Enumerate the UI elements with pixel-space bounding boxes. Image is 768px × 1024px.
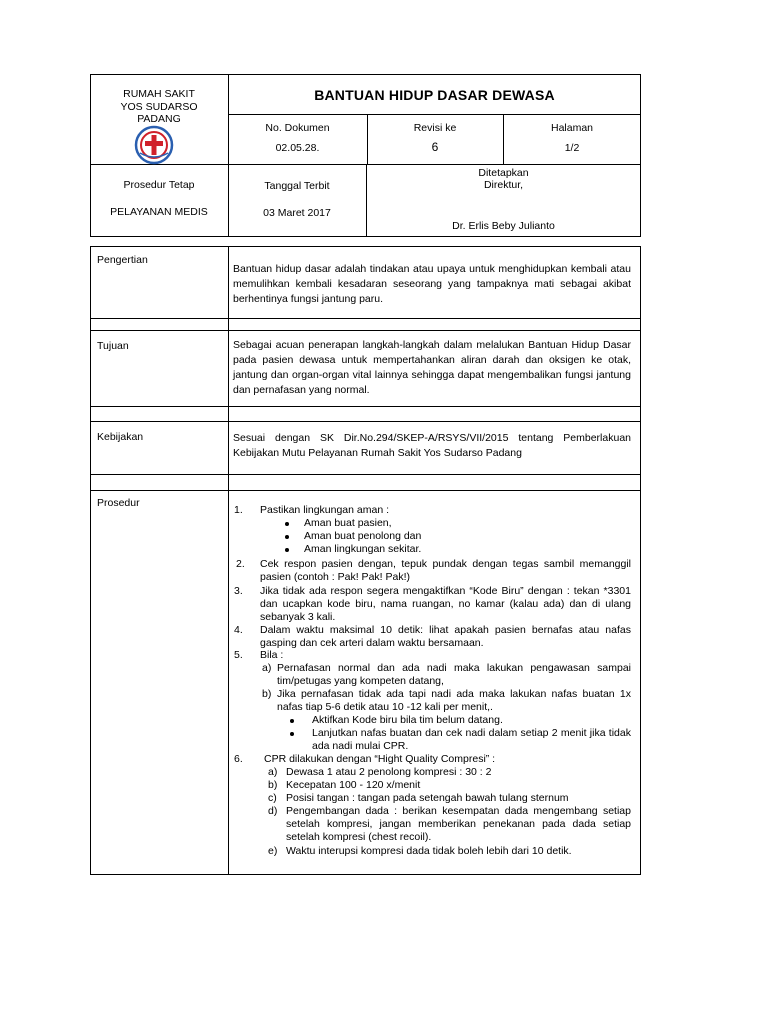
hospital-name-line-2: YOS SUDARSO xyxy=(120,101,198,113)
step-6-text: CPR dilakukan dengan “Hight Quality Compresi” : xyxy=(264,753,496,765)
hospital-name-line-1: RUMAH SAKIT xyxy=(123,88,195,100)
direktur-label: Direktur, xyxy=(483,179,524,191)
step-6e-text: Waktu interupsi kompresi dada tidak boleh lebih dari 10 detik. xyxy=(286,845,572,857)
kebijakan-label: Kebijakan xyxy=(97,431,144,443)
no-dokumen-label: No. Dokumen xyxy=(265,122,330,134)
no-dokumen-value: 02.05.28. xyxy=(275,142,320,154)
step-2-number: 2. xyxy=(236,558,245,570)
step-6c-text: Posisi tangan : tangan pada setengah bawah tulang sternum xyxy=(286,792,569,804)
step-6d-label: d) xyxy=(268,805,278,817)
step-6b-text: Kecepatan 100 - 120 x/menit xyxy=(286,779,421,791)
step-3-text: Jika tidak ada respon segera mengaktifkan “Kode Biru” dengan : tekan *3301 dan ucapkan kode biru, nama ruangan, no kamar (kalau ada) dan di ulang sebanyak 3 kali. xyxy=(260,585,631,623)
tujuan-text: Sebagai acuan penerapan langkah-langkah dalam melalukan Bantuan Hidup Dasar pada pasien dewasa untuk mempertahankan aliran darah dan oksigen ke otak, jantung dan organ-organ vital lainnya sehingga dapat mengembalikan fungsi jantung dan pernafasan yang normal. xyxy=(233,339,631,396)
document-title: BANTUAN HIDUP DASAR DEWASA xyxy=(314,87,555,103)
prosedur-tetap-label: Prosedur Tetap xyxy=(123,179,195,191)
step-5b-bullet-2: Lanjutkan nafas buatan dan cek nadi dalam setiap 2 menit jika tidak ada nadi mulai CPR. xyxy=(312,727,631,752)
step-5b-bullet-1: Aktifkan Kode biru bila tim belum datang. xyxy=(312,714,503,726)
step-1-bullet-1: Aman buat pasien, xyxy=(304,517,392,529)
step-6b-label: b) xyxy=(268,779,278,791)
hospital-name-line-3: PADANG xyxy=(137,113,181,125)
bullet-icon xyxy=(290,719,294,723)
step-5-text: Bila : xyxy=(260,649,284,661)
step-6a-text: Dewasa 1 atau 2 penolong kompresi : 30 : 2 xyxy=(286,766,492,778)
revisi-label: Revisi ke xyxy=(413,122,457,134)
halaman-label: Halaman xyxy=(550,122,594,134)
unit-label: PELAYANAN MEDIS xyxy=(110,206,208,218)
bullet-icon xyxy=(285,522,289,526)
step-6c-label: c) xyxy=(268,792,277,804)
tanggal-terbit-label: Tanggal Terbit xyxy=(264,180,330,192)
step-2-text: Cek respon pasien dengan, tepuk pundak dengan tegas sambil memanggil pasien (contoh : Pak! Pak! Pak!) xyxy=(260,558,631,583)
step-6-number: 6. xyxy=(234,753,243,765)
prosedur-label: Prosedur xyxy=(97,497,140,509)
revisi-value: 6 xyxy=(431,140,439,154)
step-5b-label: b) xyxy=(262,688,272,700)
step-5a-text: Pernafasan normal dan ada nadi maka lakukan pengawasan sampai tim/petugas yang kompeten datang, xyxy=(277,662,631,687)
bullet-icon xyxy=(285,535,289,539)
step-4-number: 4. xyxy=(234,624,243,636)
step-5-number: 5. xyxy=(234,649,243,661)
tanggal-terbit-value: 03 Maret 2017 xyxy=(263,207,331,219)
ditetapkan-label: Ditetapkan xyxy=(478,167,529,179)
step-5a-label: a) xyxy=(262,662,272,674)
tujuan-label: Tujuan xyxy=(97,340,129,352)
step-5b-text: Jika pernafasan tidak ada tapi nadi ada maka lakukan nafas buatan 1x nafas tiap 5-6 detik atau 10 -12 kali per menit,. xyxy=(277,688,631,713)
step-6d-text: Pengembangan dada : berikan kesempatan dada mengembang setiap setelah kompresi, jangan memberikan penekanan pada dada setiap setelah kompresi (chest recoil). xyxy=(286,805,631,843)
pengertian-text: Bantuan hidup dasar adalah tindakan atau upaya untuk menghidupkan kembali atau memulihkan kembali kesadaran seseorang yang tampaknya mati sebagai akibat berhentinya fungsi jantung paru. xyxy=(233,263,631,305)
step-1-text: Pastikan lingkungan aman : xyxy=(260,504,389,516)
signatory-name: Dr. Erlis Beby Julianto xyxy=(452,220,555,232)
step-1-number: 1. xyxy=(234,504,243,516)
hospital-logo xyxy=(134,125,174,165)
step-4-text: Dalam waktu maksimal 10 detik: lihat apakah pasien bernafas atau nafas gasping dan cek arteri dalam waktu bersamaan. xyxy=(260,624,631,649)
step-6e-label: e) xyxy=(268,845,278,857)
step-1-bullet-2: Aman buat penolong dan xyxy=(304,530,422,542)
step-1-bullet-3: Aman lingkungan sekitar. xyxy=(304,543,422,555)
bullet-icon xyxy=(290,732,294,736)
bullet-icon xyxy=(285,548,289,552)
pengertian-label: Pengertian xyxy=(97,254,148,266)
step-3-number: 3. xyxy=(234,585,243,597)
halaman-value: 1/2 xyxy=(564,142,580,154)
kebijakan-text: Sesuai dengan SK Dir.No.294/SKEP-A/RSYS/VII/2015 tentang Pemberlakuan Kebijakan Mutu Pelayanan Rumah Sakit Yos Sudarso Padang xyxy=(233,432,631,459)
step-6a-label: a) xyxy=(268,766,278,778)
